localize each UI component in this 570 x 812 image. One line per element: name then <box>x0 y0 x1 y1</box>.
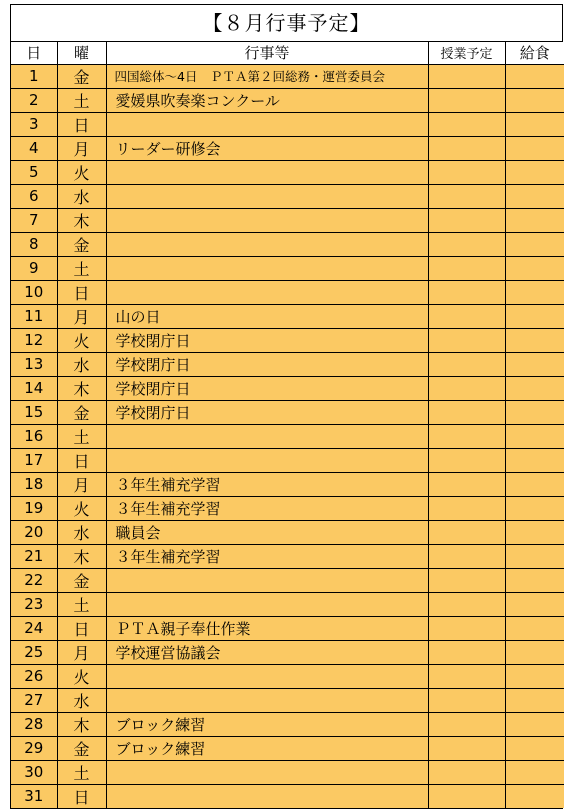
lunch-cell <box>505 520 564 544</box>
class-plan-cell <box>428 544 505 568</box>
lunch-cell <box>505 304 564 328</box>
weekday-cell: 土 <box>57 88 106 112</box>
day-cell: 9 <box>11 256 57 280</box>
lunch-cell <box>505 592 564 616</box>
schedule-sheet <box>10 4 563 809</box>
event-cell <box>106 592 428 616</box>
lunch-cell <box>505 376 564 400</box>
day-cell: 22 <box>11 568 57 592</box>
table-row <box>11 256 564 280</box>
day-cell: 15 <box>11 400 57 424</box>
header-day: 日 <box>11 42 57 64</box>
class-plan-cell <box>428 568 505 592</box>
table-row <box>11 184 564 208</box>
lunch-cell <box>505 184 564 208</box>
lunch-cell <box>505 352 564 376</box>
lunch-cell <box>505 136 564 160</box>
day-cell: 12 <box>11 328 57 352</box>
table-row <box>11 496 564 520</box>
weekday-cell: 木 <box>57 544 106 568</box>
day-cell: 28 <box>11 712 57 736</box>
weekday-cell: 水 <box>57 688 106 712</box>
lunch-cell <box>505 616 564 640</box>
event-cell: 四国総体～4日 ＰＴＡ第２回総務・運営委員会 <box>106 64 428 88</box>
event-cell <box>106 448 428 472</box>
event-cell <box>106 184 428 208</box>
day-cell: 16 <box>11 424 57 448</box>
class-plan-cell <box>428 736 505 760</box>
event-cell: ３年生補充学習 <box>106 472 428 496</box>
weekday-cell: 火 <box>57 328 106 352</box>
lunch-cell <box>505 424 564 448</box>
weekday-cell: 金 <box>57 400 106 424</box>
weekday-cell: 火 <box>57 496 106 520</box>
weekday-cell: 木 <box>57 376 106 400</box>
event-cell <box>106 688 428 712</box>
table-row <box>11 232 564 256</box>
table-row <box>11 424 564 448</box>
event-cell <box>106 208 428 232</box>
weekday-cell: 火 <box>57 160 106 184</box>
event-cell: 学校閉庁日 <box>106 352 428 376</box>
day-cell: 11 <box>11 304 57 328</box>
day-cell: 14 <box>11 376 57 400</box>
day-cell: 19 <box>11 496 57 520</box>
lunch-cell <box>505 472 564 496</box>
lunch-cell <box>505 496 564 520</box>
table-row <box>11 640 564 664</box>
table-row <box>11 664 564 688</box>
class-plan-cell <box>428 376 505 400</box>
day-cell: 3 <box>11 112 57 136</box>
day-cell: 25 <box>11 640 57 664</box>
class-plan-cell <box>428 616 505 640</box>
day-cell: 2 <box>11 88 57 112</box>
lunch-cell <box>505 712 564 736</box>
table-row <box>11 400 564 424</box>
weekday-cell: 日 <box>57 280 106 304</box>
class-plan-cell <box>428 208 505 232</box>
weekday-cell: 月 <box>57 136 106 160</box>
event-cell: ブロック練習 <box>106 712 428 736</box>
event-cell: ３年生補充学習 <box>106 544 428 568</box>
event-cell: 職員会 <box>106 520 428 544</box>
lunch-cell <box>505 280 564 304</box>
class-plan-cell <box>428 640 505 664</box>
table-row <box>11 712 564 736</box>
day-cell: 30 <box>11 760 57 784</box>
table-row <box>11 784 564 808</box>
class-plan-cell <box>428 304 505 328</box>
table-row <box>11 64 564 88</box>
lunch-cell <box>505 400 564 424</box>
event-cell <box>106 784 428 808</box>
weekday-cell: 土 <box>57 424 106 448</box>
weekday-cell: 水 <box>57 352 106 376</box>
lunch-cell <box>505 112 564 136</box>
table-row <box>11 328 564 352</box>
table-row <box>11 688 564 712</box>
day-cell: 13 <box>11 352 57 376</box>
weekday-cell: 木 <box>57 208 106 232</box>
table-row <box>11 472 564 496</box>
class-plan-cell <box>428 448 505 472</box>
event-cell: ＰＴＡ親子奉仕作業 <box>106 616 428 640</box>
class-plan-cell <box>428 664 505 688</box>
class-plan-cell <box>428 472 505 496</box>
event-cell <box>106 232 428 256</box>
class-plan-cell <box>428 136 505 160</box>
header-events: 行事等 <box>106 42 428 64</box>
day-cell: 23 <box>11 592 57 616</box>
day-cell: 6 <box>11 184 57 208</box>
table-row <box>11 520 564 544</box>
class-plan-cell <box>428 64 505 88</box>
event-cell: 学校閉庁日 <box>106 376 428 400</box>
class-plan-cell <box>428 256 505 280</box>
class-plan-cell <box>428 520 505 544</box>
day-cell: 4 <box>11 136 57 160</box>
event-cell: リーダー研修会 <box>106 136 428 160</box>
class-plan-cell <box>428 280 505 304</box>
weekday-cell: 土 <box>57 592 106 616</box>
class-plan-cell <box>428 160 505 184</box>
schedule-table <box>11 42 564 808</box>
weekday-cell: 水 <box>57 184 106 208</box>
class-plan-cell <box>428 784 505 808</box>
event-cell: 山の日 <box>106 304 428 328</box>
header-weekday: 曜 <box>57 42 106 64</box>
weekday-cell: 日 <box>57 112 106 136</box>
event-cell: 学校閉庁日 <box>106 328 428 352</box>
class-plan-cell <box>428 184 505 208</box>
weekday-cell: 火 <box>57 664 106 688</box>
day-cell: 29 <box>11 736 57 760</box>
day-cell: 17 <box>11 448 57 472</box>
weekday-cell: 日 <box>57 448 106 472</box>
event-cell <box>106 568 428 592</box>
weekday-cell: 月 <box>57 472 106 496</box>
weekday-cell: 土 <box>57 256 106 280</box>
table-row <box>11 88 564 112</box>
weekday-cell: 金 <box>57 64 106 88</box>
lunch-cell <box>505 160 564 184</box>
table-row <box>11 304 564 328</box>
day-cell: 20 <box>11 520 57 544</box>
table-row <box>11 760 564 784</box>
class-plan-cell <box>428 112 505 136</box>
weekday-cell: 日 <box>57 616 106 640</box>
day-cell: 18 <box>11 472 57 496</box>
lunch-cell <box>505 448 564 472</box>
event-cell: ブロック練習 <box>106 736 428 760</box>
event-cell <box>106 280 428 304</box>
day-cell: 27 <box>11 688 57 712</box>
event-cell <box>106 424 428 448</box>
weekday-cell: 日 <box>57 784 106 808</box>
table-row <box>11 544 564 568</box>
lunch-cell <box>505 736 564 760</box>
day-cell: 1 <box>11 64 57 88</box>
page-title: 【８月行事予定】 <box>11 5 562 42</box>
class-plan-cell <box>428 328 505 352</box>
class-plan-cell <box>428 424 505 448</box>
class-plan-cell <box>428 712 505 736</box>
weekday-cell: 金 <box>57 736 106 760</box>
lunch-cell <box>505 688 564 712</box>
table-row <box>11 616 564 640</box>
event-cell: 学校運営協議会 <box>106 640 428 664</box>
table-row <box>11 208 564 232</box>
table-row <box>11 592 564 616</box>
event-cell: 愛媛県吹奏楽コンクール <box>106 88 428 112</box>
table-row <box>11 568 564 592</box>
event-cell <box>106 112 428 136</box>
lunch-cell <box>505 256 564 280</box>
event-cell: ３年生補充学習 <box>106 496 428 520</box>
table-row <box>11 352 564 376</box>
weekday-cell: 月 <box>57 304 106 328</box>
header-lunch: 給食 <box>505 42 564 64</box>
lunch-cell <box>505 208 564 232</box>
day-cell: 31 <box>11 784 57 808</box>
table-body <box>11 64 564 808</box>
lunch-cell <box>505 664 564 688</box>
weekday-cell: 木 <box>57 712 106 736</box>
day-cell: 7 <box>11 208 57 232</box>
table-row <box>11 448 564 472</box>
table-row <box>11 376 564 400</box>
class-plan-cell <box>428 496 505 520</box>
class-plan-cell <box>428 592 505 616</box>
class-plan-cell <box>428 760 505 784</box>
day-cell: 8 <box>11 232 57 256</box>
table-row <box>11 736 564 760</box>
weekday-cell: 水 <box>57 520 106 544</box>
day-cell: 5 <box>11 160 57 184</box>
lunch-cell <box>505 760 564 784</box>
event-cell <box>106 256 428 280</box>
weekday-cell: 金 <box>57 568 106 592</box>
table-row <box>11 280 564 304</box>
event-cell: 学校閉庁日 <box>106 400 428 424</box>
lunch-cell <box>505 568 564 592</box>
lunch-cell <box>505 88 564 112</box>
day-cell: 21 <box>11 544 57 568</box>
day-cell: 10 <box>11 280 57 304</box>
event-cell <box>106 760 428 784</box>
lunch-cell <box>505 640 564 664</box>
class-plan-cell <box>428 88 505 112</box>
lunch-cell <box>505 328 564 352</box>
event-cell <box>106 160 428 184</box>
table-row <box>11 112 564 136</box>
weekday-cell: 月 <box>57 640 106 664</box>
lunch-cell <box>505 232 564 256</box>
lunch-cell <box>505 784 564 808</box>
header-row <box>11 42 564 64</box>
class-plan-cell <box>428 400 505 424</box>
day-cell: 26 <box>11 664 57 688</box>
header-classes: 授業予定 <box>428 42 505 64</box>
class-plan-cell <box>428 232 505 256</box>
lunch-cell <box>505 544 564 568</box>
class-plan-cell <box>428 688 505 712</box>
lunch-cell <box>505 64 564 88</box>
table-row <box>11 136 564 160</box>
event-cell <box>106 664 428 688</box>
weekday-cell: 土 <box>57 760 106 784</box>
table-row <box>11 160 564 184</box>
day-cell: 24 <box>11 616 57 640</box>
class-plan-cell <box>428 352 505 376</box>
weekday-cell: 金 <box>57 232 106 256</box>
